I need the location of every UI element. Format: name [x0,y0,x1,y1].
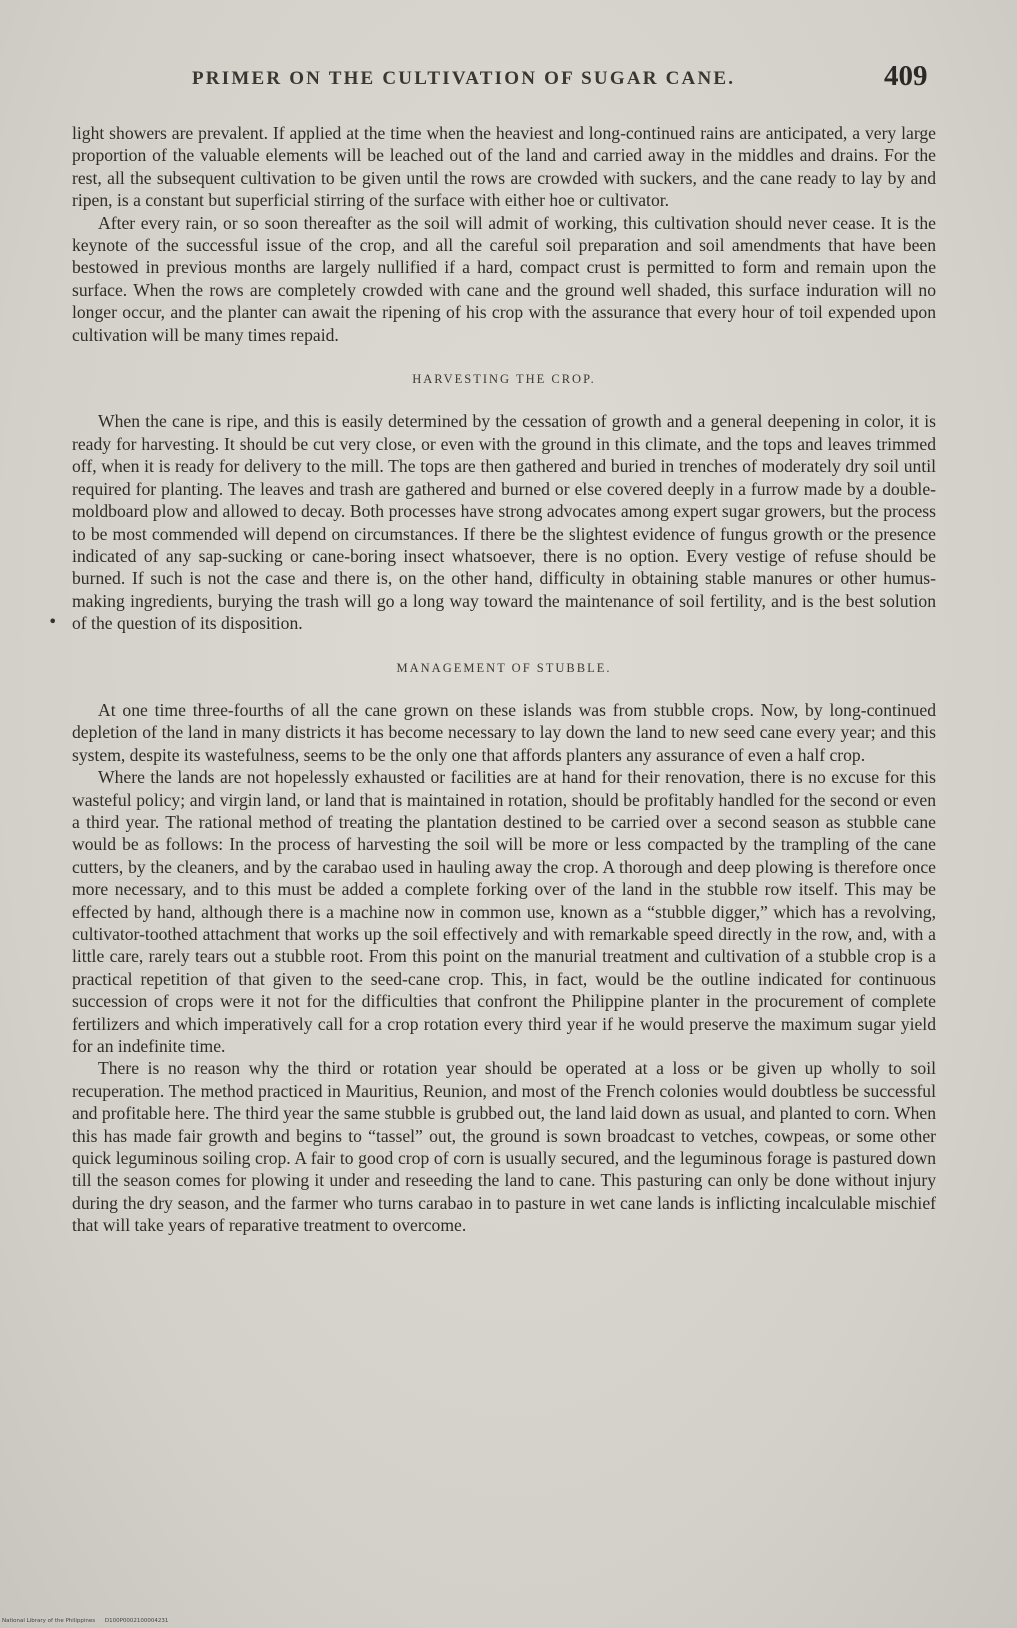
section-heading-stubble: MANAGEMENT OF STUBBLE. [396,660,612,675]
scan-footer [2,1618,176,1624]
section-heading-harvesting: HARVESTING THE CROP. [412,372,596,387]
paragraph-4: At one time three-fourths of all the cane grown on these islands was from stubble crops. Now, by long-continued depletion of the land in many districts it has become necessary to lay down the land to new seed cane every year; and this system, despite its wastefulness, seems to be the only one that affords planters any assurance of even a half crop. [72,699,936,765]
paragraph-5: Where the lands are not hopelessly exhausted or facilities are at hand for their renovation, there is no excuse for this wasteful policy; and virgin land, or land that is maintained in rotation, should be profitably handled for the second or even a third year. The rational method of treating the plantation destined to be carried over a second season as stubble cane would be as follows: In the process of harvesting the soil will be more or less compacted by the trampling of the cane cutters, by the cleaners, and by the carabao used in hauling away the crop. A thorough and deep plowing is therefore once more necessary, and to this must be added a complete forking over of the land in the stubble row itself. This may be effected by hand, although there is a machine now in common use, known as a “stubble digger,” which has a revolving, cultivator-toothed attachment that works up the soil effectively and with remarkable speed directly in the row, and, with a little care, rarely tears out a stubble root. From this point on the manurial treatment and cultivation of a stubble crop is a practical repetition of that given to the seed-cane crop. This, in fact, would be the outline indicated for continuous succession of crops were it not for the difficulties that confront the Philippine planter in the procurement of complete fertilizers and which imperatively call for a crop rotation every third year if he would preserve the maximum sugar yield for an indefinite time. [72,767,936,1057]
paragraph-6: There is no reason why the third or rotation year should be operated at a loss or be given up wholly to soil recuperation. The method practiced in Mauritius, Reunion, and most of the French colonies would doubtless be successful and profitable here. The third year the same stubble is grubbed out, the land laid down as usual, and planted to corn. When this has made fair growth and begins to “tassel” out, the ground is sown broadcast to vetches, cowpeas, or some other quick leguminous soiling crop. A fair to good crop of corn is usually secured, and the leguminous forage is pastured down till the season comes for plowing it under and reseeding the land to cane. This pasturing can only be done without injury during the dry season, and the farmer who turns carabao in to pasture in wet cane lands is inflicting incalculable mischief that will take years of reparative treatment to overcome. [72,1058,936,1236]
page-number: 409 [884,60,928,92]
paragraph-3: When the cane is ripe, and this is easily determined by the cessation of growth and a general deepening in color, it is ready for harvesting. It should be cut very close, or even with the ground in this climate, and the tops and leaves trimmed off, when it is ready for delivery to the mill. The tops are then gathered and buried in trenches of moderately dry soil until required for planting. The leaves and trash are gathered and burned or else covered deeply in a furrow made by a double-moldboard plow and allowed to decay. Both processes have strong advocates among expert sugar growers, but the process to be most commended will depend on circumstances. If there be the slightest evidence of fungus growth or the presence indicated of any sap-sucking or cane-boring insect whatsoever, there is no option. Every vestige of refuse should be burned. If such is not the case and there is, on the other hand, difficulty in obtaining stable manures or other humus-making ingredients, burying the trash will go a long way toward the maintenance of soil fertility, and is the best solution of the question of its disposition. [72,411,936,634]
running-title: PRIMER ON THE CULTIVATION OF SUGAR CANE. [192,68,736,89]
body-text [72,122,936,1237]
footer-identifier: D100P0002100004231 [104,1618,169,1624]
page-header [0,58,1017,98]
footer-institution: National Library of the Philippines [2,1618,96,1624]
margin-mark: • [48,612,58,631]
paragraph-1: light showers are prevalent. If applied at the time when the heaviest and long-continued rains are anticipated, a very large proportion of the valuable elements will be leached out of the land and carried away in the middles and drains. For the rest, all the subsequent cultivation to be given until the rows are crowded with suckers, and the cane ready to lay by and ripen, is a constant but superficial stirring of the surface with either hoe or cultivator. [72,123,936,211]
paragraph-2: After every rain, or so soon thereafter as the soil will admit of working, this cultivation should never cease. It is the keynote of the successful issue of the crop, and all the careful soil preparation and soil amendments that have been bestowed in previous months are largely nullified if a hard, compact crust is permitted to form and remain upon the surface. When the rows are completely crowded with cane and the ground well shaded, this surface induration will no longer occur, and the planter can await the ripening of his crop with the assurance that every hour of toil expended upon cultivation will be many times repaid. [72,212,936,345]
